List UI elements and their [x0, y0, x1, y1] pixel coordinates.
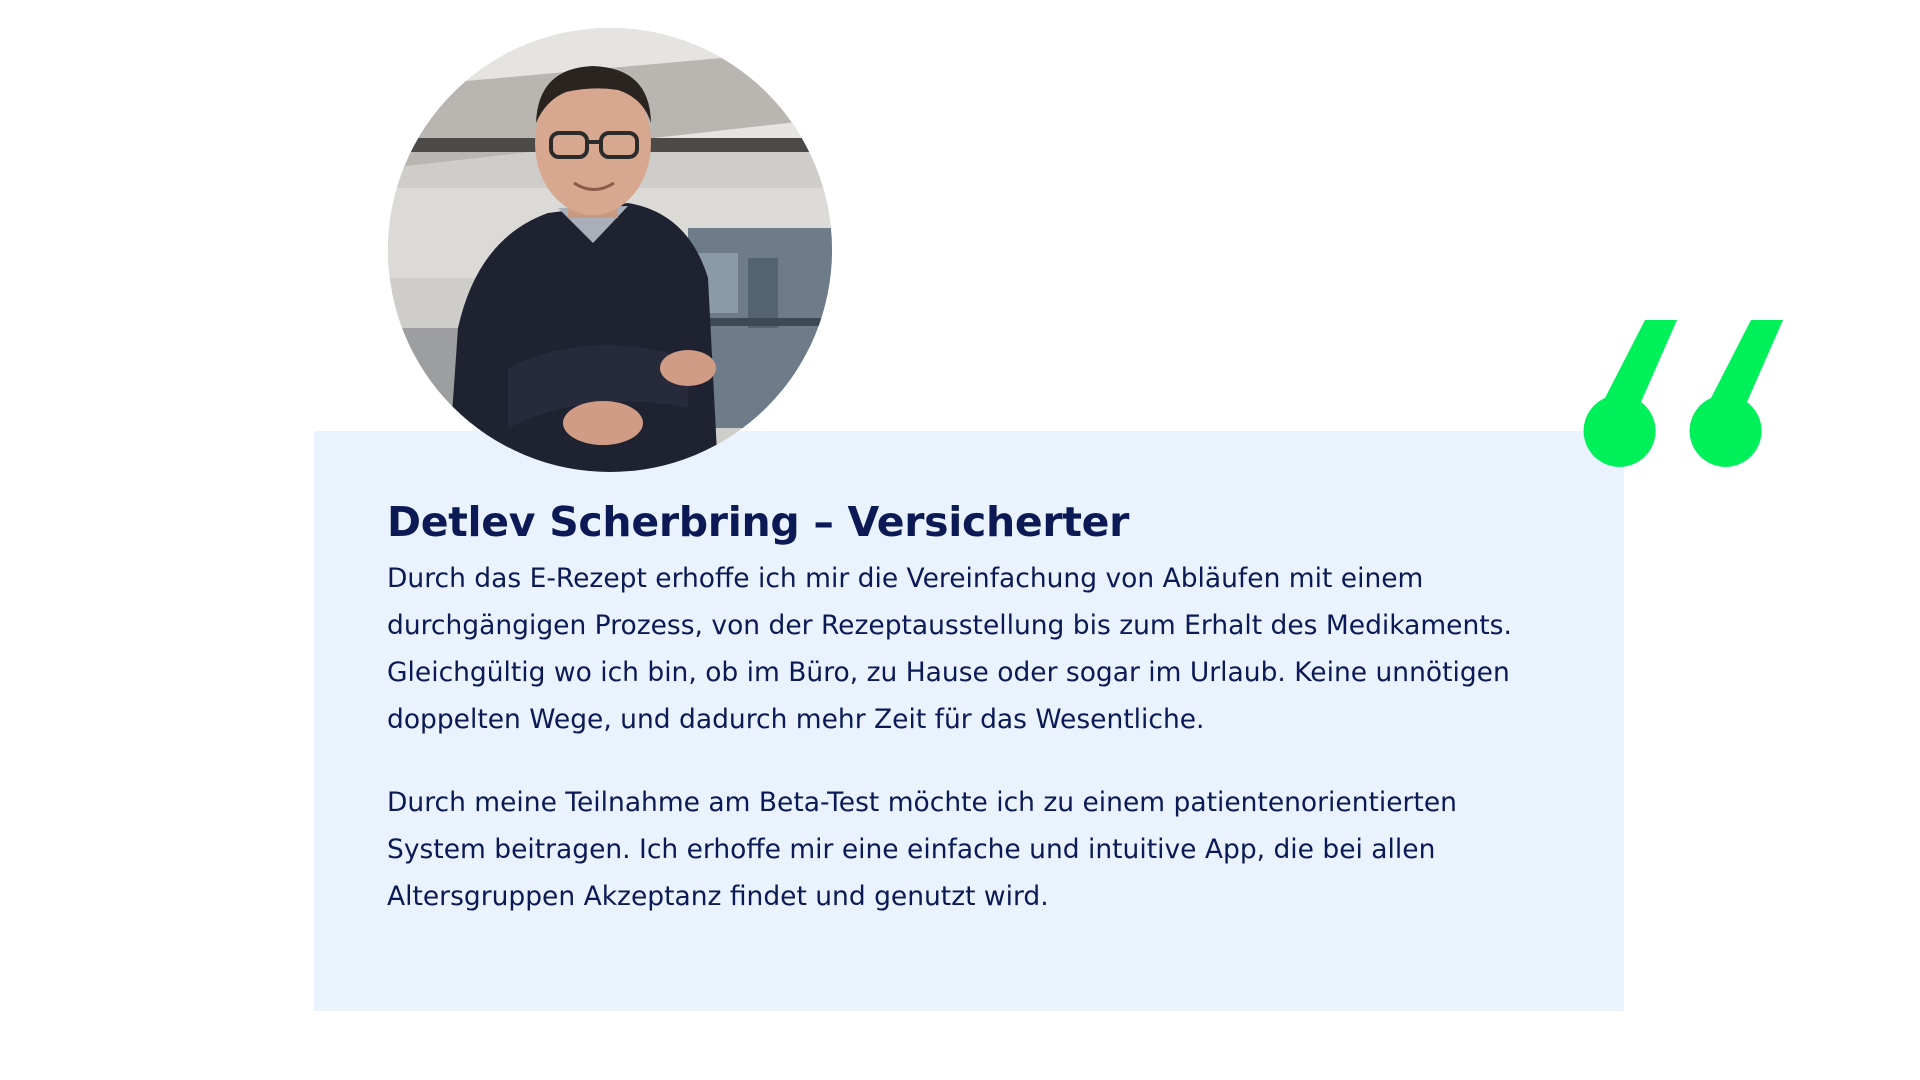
- quote-marks-icon: [1583, 320, 1783, 470]
- testimonial-paragraph-2: Durch meine Teilnahme am Beta-Test möchte ich zu einem patientenorientierten System beitragen. Ich erhoffe mir eine einfache und intuitive App, die bei allen Altersgruppen Akzeptanz findet und genutzt wird.: [387, 787, 1457, 912]
- avatar: [388, 28, 832, 472]
- testimonial-card: [314, 431, 1624, 1011]
- testimonial-author: Detlev Scherbring – Versicherter: [387, 498, 1130, 546]
- testimonial-paragraph-1: Durch das E-Rezept erhoffe ich mir die Vereinfachung von Abläufen mit einem durchgängigen Prozess, von der Rezeptausstellung bis zum Erhalt des Medikaments. Gleichgültig wo ich bin, ob im Büro, zu Hause oder sogar im Urlaub. Keine unnötigen doppelten Wege, und dadurch mehr Zeit für das Wesentliche.: [387, 563, 1512, 735]
- avatar-photo: [388, 28, 832, 472]
